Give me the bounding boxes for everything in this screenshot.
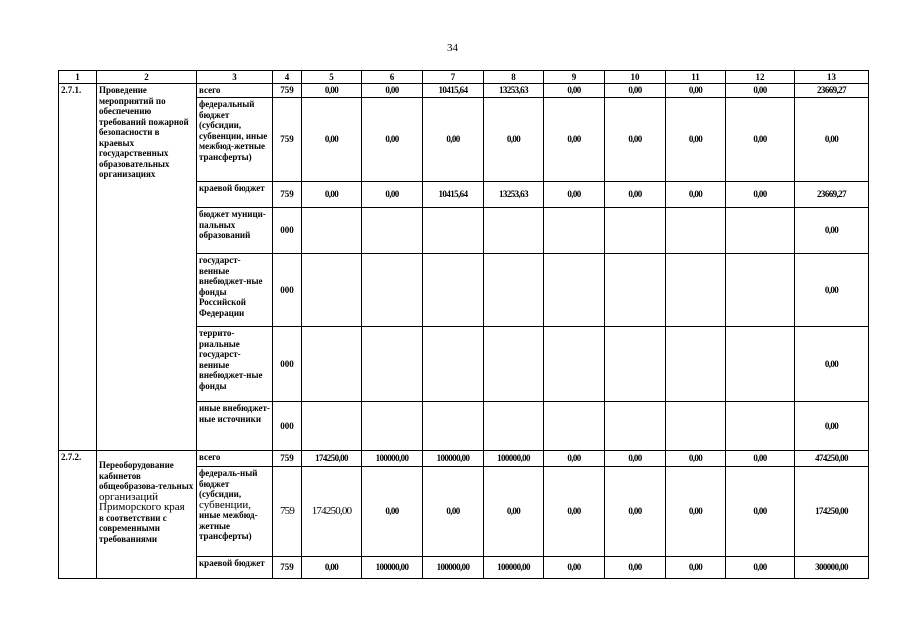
value-cell	[302, 467, 362, 557]
value-cell: 0,00	[605, 182, 666, 208]
funding-source-line: иные межбюд-жетные трансферты)	[199, 510, 258, 541]
value-cell: 0,00	[362, 182, 423, 208]
value-cell: 0,00	[726, 98, 795, 182]
kbk-code: 759	[273, 557, 302, 579]
value-cell: 0,00	[726, 84, 795, 98]
value-total-cell: 474250,00	[795, 451, 869, 467]
column-header: 5	[302, 71, 362, 84]
funding-source: федеральный бюджет (субсидии, субвенции, иные межбюд-жетные трансферты)	[197, 98, 273, 182]
kbk-code: 759	[273, 451, 302, 467]
value-cell	[484, 254, 544, 327]
value-total-cell: 300000,00	[795, 557, 869, 579]
value-total-cell: 23669,27	[795, 84, 869, 98]
value-cell: 0,00	[666, 98, 726, 182]
item-name-line: Переоборудование кабинетов общеобразова-тельных	[99, 460, 194, 491]
value-cell: 0,00	[726, 182, 795, 208]
value-cell: 0,00	[302, 84, 362, 98]
value-cell	[362, 254, 423, 327]
table-row	[59, 451, 869, 467]
value-cell: 0,00	[666, 467, 726, 557]
value-cell: 0,00	[544, 451, 605, 467]
value-cell	[605, 208, 666, 254]
value-cell: 0,00	[362, 84, 423, 98]
value-cell: 0,00	[544, 98, 605, 182]
funding-source: террито-риальные государст-венные внебюджет-ные фонды	[197, 327, 273, 402]
funding-source: всего	[197, 451, 273, 467]
item-code: 2.7.2.	[59, 451, 97, 579]
value-cell	[302, 327, 362, 402]
column-header: 2	[97, 71, 197, 84]
value-cell	[726, 208, 795, 254]
value-cell: 100000,00	[484, 451, 544, 467]
funding-source-line: федераль-ный бюджет (субсидии,	[199, 468, 258, 499]
value-cell: 100000,00	[484, 557, 544, 579]
value-cell: 0,00	[484, 467, 544, 557]
value-cell: 0,00	[605, 467, 666, 557]
column-header: 7	[423, 71, 484, 84]
funding-source: всего	[197, 84, 273, 98]
value-cell: 0,00	[666, 84, 726, 98]
funding-source: краевой бюджет	[197, 182, 273, 208]
table-row	[59, 84, 869, 98]
value-cell: 100000,00	[362, 557, 423, 579]
kbk-code-text: 759	[279, 505, 295, 518]
funding-source: государст-венные внебюджет-ные фонды Российской Федерации	[197, 254, 273, 327]
value-cell: 13253,63	[484, 84, 544, 98]
kbk-code	[273, 467, 302, 557]
value-cell: 100000,00	[423, 557, 484, 579]
value-cell	[484, 327, 544, 402]
value-cell	[362, 402, 423, 451]
value-cell	[484, 208, 544, 254]
value-cell	[666, 254, 726, 327]
value-cell: 0,00	[666, 182, 726, 208]
value-total-cell: 0,00	[795, 98, 869, 182]
value-total-cell: 23669,27	[795, 182, 869, 208]
value-cell	[484, 402, 544, 451]
value-cell: 0,00	[605, 84, 666, 98]
kbk-code: 000	[273, 327, 302, 402]
value-cell: 0,00	[666, 557, 726, 579]
item-name	[97, 451, 197, 579]
column-header: 6	[362, 71, 423, 84]
column-header: 3	[197, 71, 273, 84]
value-cell: 0,00	[544, 182, 605, 208]
value-cell	[544, 327, 605, 402]
value-cell: 0,00	[605, 98, 666, 182]
column-header: 12	[726, 71, 795, 84]
value-cell	[423, 327, 484, 402]
item-name-line: в соответствии с современными требованиями	[99, 512, 167, 544]
item-name-line: Приморского края	[99, 501, 185, 513]
value-cell	[544, 402, 605, 451]
item-code: 2.7.1.	[59, 84, 97, 451]
value-cell: 100000,00	[423, 451, 484, 467]
funding-source	[197, 467, 273, 557]
value-total-cell: 0,00	[795, 208, 869, 254]
value-cell: 0,00	[544, 467, 605, 557]
value-cell: 10415,64	[423, 84, 484, 98]
value-cell: 0,00	[544, 557, 605, 579]
value-cell	[726, 254, 795, 327]
value-cell	[544, 254, 605, 327]
budget-table	[58, 70, 869, 579]
column-header: 1	[59, 71, 97, 84]
kbk-code: 000	[273, 402, 302, 451]
value-cell: 0,00	[666, 451, 726, 467]
kbk-code: 759	[273, 84, 302, 98]
value-cell: 0,00	[423, 98, 484, 182]
value-cell	[423, 254, 484, 327]
value-cell	[666, 208, 726, 254]
value-cell: 0,00	[302, 98, 362, 182]
value-cell	[423, 402, 484, 451]
value-cell: 0,00	[362, 467, 423, 557]
value-cell: 0,00	[302, 557, 362, 579]
value-cell: 13253,63	[484, 182, 544, 208]
value-cell	[302, 402, 362, 451]
value-total-cell: 174250,00	[795, 467, 869, 557]
value-cell	[362, 327, 423, 402]
value-cell	[302, 254, 362, 327]
value-cell	[362, 208, 423, 254]
item-name: Проведение мероприятий по обеспечению требований пожарной безопасности в краевых государственных образовательных организациях	[97, 84, 197, 451]
funding-source: краевой бюджет	[197, 557, 273, 579]
value-text: 174250,00	[311, 505, 352, 518]
kbk-code: 759	[273, 98, 302, 182]
value-cell: 0,00	[605, 451, 666, 467]
kbk-code: 000	[273, 254, 302, 327]
value-cell: 174250,00	[302, 451, 362, 467]
value-cell	[666, 402, 726, 451]
funding-source: бюджет муници-пальных образований	[197, 208, 273, 254]
value-cell: 0,00	[605, 557, 666, 579]
value-cell: 0,00	[302, 182, 362, 208]
value-total-cell: 0,00	[795, 254, 869, 327]
value-cell	[605, 402, 666, 451]
funding-source-line: субвенции,	[199, 498, 251, 511]
column-header: 9	[544, 71, 605, 84]
value-cell: 10415,64	[423, 182, 484, 208]
value-cell	[423, 208, 484, 254]
funding-source: иные внебюджет-ные источники	[197, 402, 273, 451]
page-number: 34	[447, 42, 458, 54]
kbk-code: 000	[273, 208, 302, 254]
value-cell	[605, 254, 666, 327]
value-cell: 0,00	[726, 467, 795, 557]
item-name-line: организаций	[99, 490, 159, 503]
column-header: 8	[484, 71, 544, 84]
column-header: 10	[605, 71, 666, 84]
header-row	[59, 71, 869, 84]
value-cell: 100000,00	[362, 451, 423, 467]
value-cell	[544, 208, 605, 254]
kbk-code: 759	[273, 182, 302, 208]
value-cell: 0,00	[423, 467, 484, 557]
value-cell	[666, 327, 726, 402]
value-cell: 0,00	[544, 84, 605, 98]
value-cell	[726, 402, 795, 451]
value-cell	[605, 327, 666, 402]
value-cell	[726, 327, 795, 402]
value-cell: 0,00	[726, 557, 795, 579]
value-total-cell: 0,00	[795, 327, 869, 402]
value-cell	[302, 208, 362, 254]
value-cell: 0,00	[484, 98, 544, 182]
value-total-cell: 0,00	[795, 402, 869, 451]
column-header: 4	[273, 71, 302, 84]
column-header: 13	[795, 71, 869, 84]
column-header: 11	[666, 71, 726, 84]
value-cell: 0,00	[362, 98, 423, 182]
value-cell: 0,00	[726, 451, 795, 467]
